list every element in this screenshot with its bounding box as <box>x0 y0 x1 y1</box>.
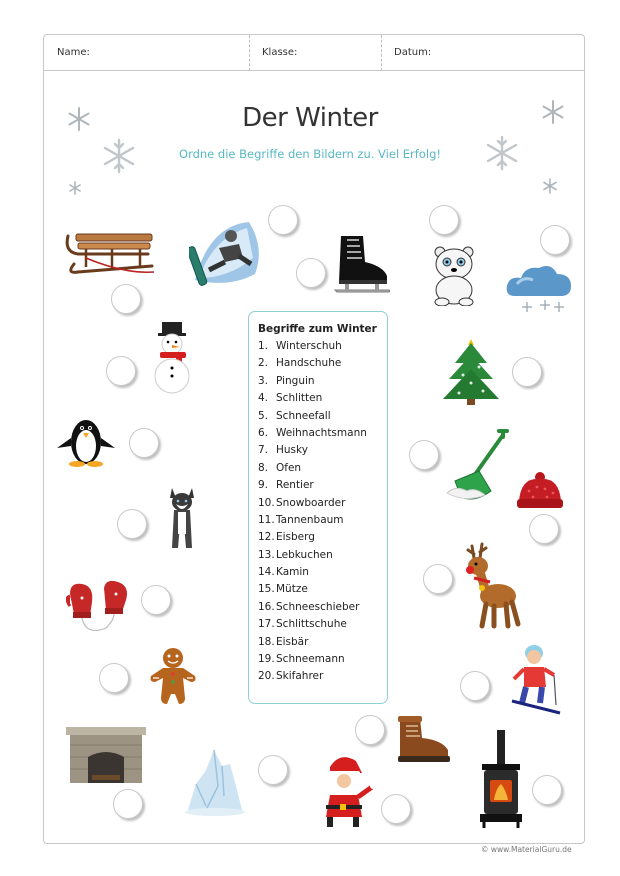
item-number: 11. <box>258 513 275 526</box>
list-item <box>258 651 387 668</box>
class-field[interactable] <box>249 35 381 71</box>
winter-boot-icon <box>396 716 452 764</box>
item-word: Weihnachtsmann <box>276 426 367 439</box>
item-number: 9. <box>258 479 269 492</box>
list-item <box>258 390 387 407</box>
name-field[interactable] <box>44 35 249 71</box>
answer-circle[interactable] <box>268 205 298 235</box>
item-number: 17. <box>258 618 275 631</box>
answer-circle[interactable] <box>512 357 542 387</box>
answer-circle[interactable] <box>106 356 136 386</box>
answer-circle[interactable] <box>258 755 288 785</box>
item-number: 12. <box>258 531 275 544</box>
christmas-tree-icon <box>441 337 501 407</box>
husky-icon <box>164 484 200 554</box>
mittens-icon <box>66 580 132 638</box>
iceberg-icon <box>184 746 246 818</box>
item-number: 2. <box>258 357 269 370</box>
snow-shovel-icon <box>445 427 511 503</box>
answer-circle[interactable] <box>141 585 171 615</box>
instruction-text: Ordne die Begriffe den Bildern zu. Viel Erfolg! <box>179 147 441 161</box>
list-item <box>258 547 387 564</box>
list-item <box>258 338 387 355</box>
list-item <box>258 460 387 477</box>
item-word: Schlitten <box>276 392 323 405</box>
list-item <box>258 355 387 372</box>
answer-circle[interactable] <box>381 794 411 824</box>
list-item <box>258 529 387 546</box>
answer-circle[interactable] <box>540 225 570 255</box>
fireplace-icon <box>66 727 146 785</box>
item-word: Snowboarder <box>276 496 346 509</box>
item-word: Pinguin <box>276 374 315 387</box>
header-bar <box>44 35 584 71</box>
item-word: Handschuhe <box>276 357 342 370</box>
snowboarder-icon <box>189 218 265 288</box>
list-item <box>258 599 387 616</box>
list-item <box>258 668 387 685</box>
item-word: Schlittschuhe <box>276 618 347 631</box>
item-number: 14. <box>258 566 275 579</box>
item-number: 20. <box>258 670 275 683</box>
answer-circle[interactable] <box>529 514 559 544</box>
knit-hat-icon <box>515 471 565 511</box>
answer-circle[interactable] <box>423 564 453 594</box>
list-item <box>258 581 387 598</box>
answer-circle[interactable] <box>99 663 129 693</box>
list-item <box>258 564 387 581</box>
snowflake-icon <box>542 178 558 194</box>
list-item <box>258 442 387 459</box>
item-word: Skifahrer <box>276 670 324 683</box>
stove-icon <box>476 730 526 828</box>
item-word: Rentier <box>276 479 314 492</box>
ice-skate-icon <box>333 232 391 296</box>
item-word: Eisberg <box>276 531 315 544</box>
item-number: 18. <box>258 635 275 648</box>
page-title: Der Winter <box>242 103 378 133</box>
answer-circle[interactable] <box>296 258 326 288</box>
item-word: Tannenbaum <box>276 513 344 526</box>
sled-icon <box>64 222 158 278</box>
name-label: Name: <box>57 47 90 58</box>
item-word: Winterschuh <box>276 340 342 352</box>
skier-icon <box>510 643 562 715</box>
polar-bear-icon <box>428 244 480 306</box>
date-field[interactable] <box>381 35 581 71</box>
gingerbread-man-icon <box>149 646 197 706</box>
date-label: Datum: <box>394 47 432 58</box>
item-word: Ofen <box>276 461 302 474</box>
list-item <box>258 373 387 390</box>
item-number: 8. <box>258 461 269 474</box>
list-item <box>258 634 387 651</box>
item-word: Eisbär <box>276 635 309 648</box>
item-word: Mütze <box>276 583 308 596</box>
list-item <box>258 408 387 425</box>
answer-circle[interactable] <box>117 509 147 539</box>
penguin-icon <box>55 412 117 468</box>
list-item <box>258 512 387 529</box>
item-word: Kamin <box>276 566 309 579</box>
item-word: Schneeschieber <box>276 600 360 613</box>
item-number: 16. <box>258 600 275 613</box>
item-number: 7. <box>258 444 269 457</box>
item-number: 13. <box>258 548 275 561</box>
answer-circle[interactable] <box>355 715 385 745</box>
item-number: 4. <box>258 392 269 405</box>
word-list-title: Begriffe zum Winter <box>258 323 377 335</box>
list-item <box>258 616 387 633</box>
list-item <box>258 495 387 512</box>
list-item <box>258 425 387 442</box>
answer-circle[interactable] <box>111 284 141 314</box>
item-number: 5. <box>258 409 269 422</box>
item-word: Lebkuchen <box>276 548 333 561</box>
item-number: 6. <box>258 426 269 439</box>
word-list-box <box>248 311 388 704</box>
answer-circle[interactable] <box>532 775 562 805</box>
snowman-icon <box>150 320 196 396</box>
answer-circle[interactable] <box>113 789 143 819</box>
item-word: Schneemann <box>276 653 345 666</box>
copyright-text: © www.MaterialGuru.de <box>481 845 572 854</box>
item-word: Husky <box>276 444 308 457</box>
item-word: Schneefall <box>276 409 331 422</box>
item-number: 1. <box>258 340 269 352</box>
answer-circle[interactable] <box>409 440 439 470</box>
class-label: Klasse: <box>262 47 298 58</box>
item-number: 19. <box>258 653 275 666</box>
snow-cloud-icon <box>505 262 575 316</box>
reindeer-icon <box>456 542 522 630</box>
answer-circle[interactable] <box>129 428 159 458</box>
santa-claus-icon <box>316 755 376 831</box>
snowflake-icon <box>68 181 82 195</box>
item-number: 15. <box>258 583 275 596</box>
list-item <box>258 477 387 494</box>
answer-circle[interactable] <box>460 671 490 701</box>
answer-circle[interactable] <box>429 205 459 235</box>
item-number: 10. <box>258 496 275 509</box>
item-number: 3. <box>258 374 269 387</box>
